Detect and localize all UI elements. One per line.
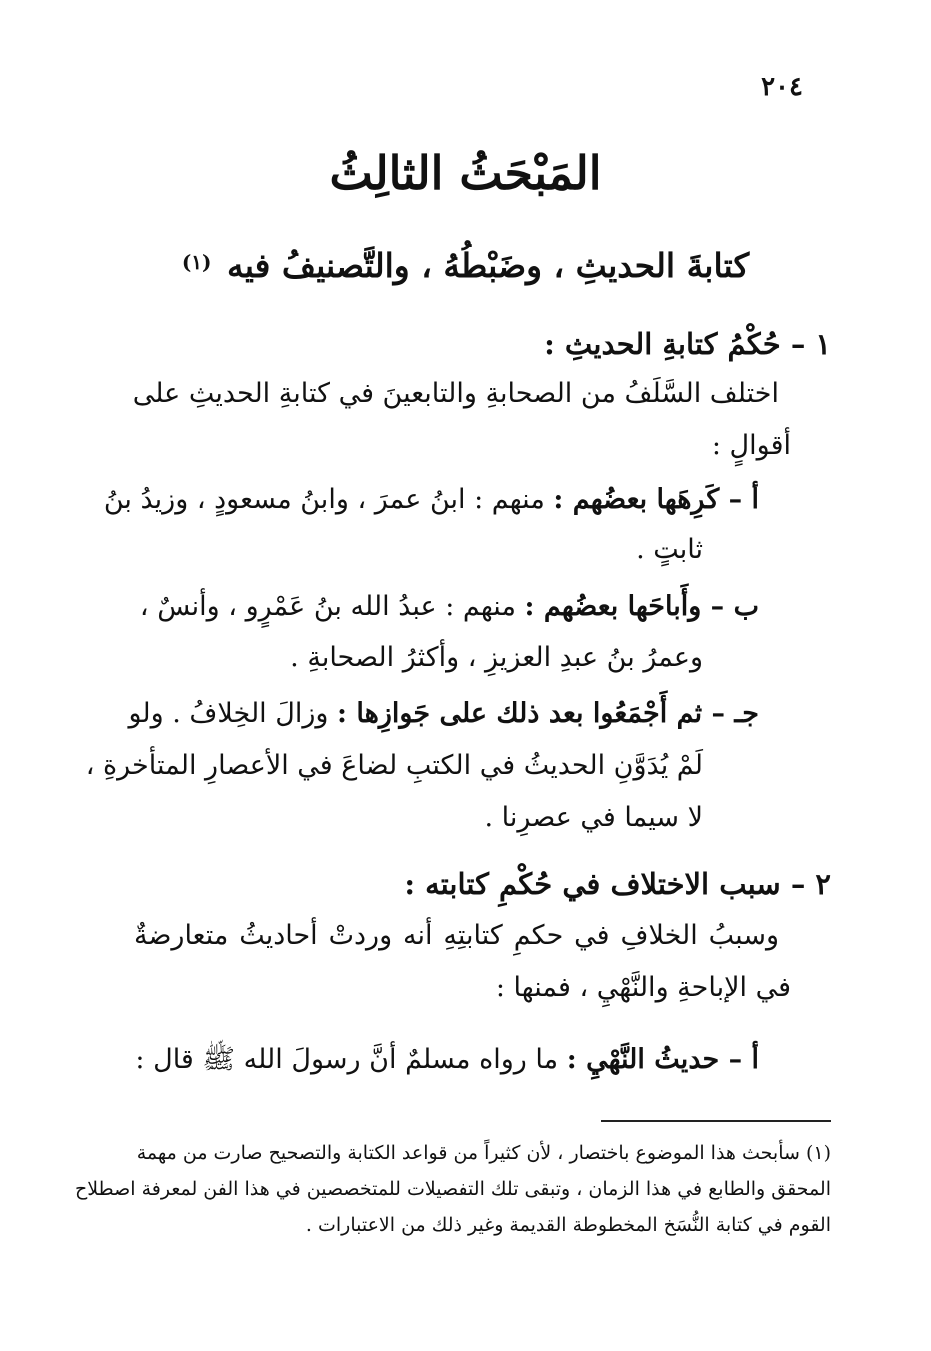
part1-item-c-line3: لا سيما في عصرِنا .: [484, 802, 703, 833]
item-a-text: ما رواه مسلمٌ أنَّ رسولَ الله ﷺ قال :: [135, 1044, 559, 1075]
part2-heading: ٢ – سبب الاختلاف في حُكْمِ كتابته :: [404, 867, 831, 901]
part1-item-b-line2: وعمرُ بنُ عبدِ العزيزِ ، وأكثرُ الصحابةِ .: [290, 642, 703, 673]
item-a-text: منهم : ابنُ عمرَ ، وابنُ مسعودٍ ، وزيدُ بنُ: [103, 484, 545, 515]
footnote-marker: (١): [181, 250, 212, 274]
item-b-text: منهم : عبدُ الله بنُ عَمْرٍو ، وأنسٌ ،: [139, 591, 516, 622]
part2-intro-line1: وسببُ الخلافِ في حكمِ كتابتِهِ أنه وردتْ أحاديثُ متعارضةٌ: [134, 920, 779, 951]
part1-item-a-line1: [104, 478, 759, 522]
item-c-text: وزالَ الخِلافُ . ولو: [128, 698, 329, 729]
part1-item-a-line2: ثابتٍ .: [636, 534, 703, 565]
part2-intro-line2: في الإباحةِ والنَّهْيِ ، فمنها :: [495, 972, 791, 1003]
chapter-title: المَبْحَثُ الثالِثُ: [329, 146, 602, 200]
footnote-separator: [601, 1120, 831, 1122]
part1-item-b-line1: [140, 585, 759, 629]
part1-intro-line1: اختلف السَّلَفُ من الصحابةِ والتابعينَ في كتابةِ الحديثِ على: [132, 378, 779, 409]
part2-item-a: [135, 1038, 759, 1082]
item-c-label: جـ – ثم أَجْمَعُوا بعد ذلك على جَوازِها :: [337, 698, 759, 729]
section-title: [0, 238, 931, 294]
footnote-line3: القوم في كتابة النُّسَخ المخطوطة القديمة وغير ذلك من الاعتبارات .: [305, 1214, 831, 1236]
item-a-label: أ – حديثُ النَّهْيِ :: [566, 1044, 759, 1075]
footnote-line1: (١) سأبحث هذا الموضوع باختصار ، لأن كثيراً من قواعد الكتابة والتصحيح صارت من مهمة: [136, 1142, 831, 1164]
footnote-line2: المحقق والطابع في هذا الزمان ، وتبقى تلك التفصيلات للمتخصصين في هذا الفن لمعرفة اصطلاح: [74, 1178, 831, 1200]
page-number: ٢٠٤: [761, 72, 803, 102]
section-title-text: كتابةَ الحديثِ ، وضَبْطُهُ ، والتَّصنيفُ فيه: [227, 246, 750, 285]
part1-heading: ١ – حُكْمُ كتابةِ الحديثِ :: [544, 327, 831, 361]
part1-item-c-line1: [128, 692, 759, 736]
part1-item-c-line2: لَمْ يُدَوَّنِ الحديثُ في الكتبِ لضاعَ في الأعصارِ المتأخرةِ ،: [85, 750, 703, 781]
part1-intro-line2: أقوالٍ :: [711, 430, 791, 461]
item-a-label: أ – كَرِهَها بعضُهم :: [553, 484, 759, 515]
item-b-label: ب – وأَباحَها بعضُهم :: [524, 591, 759, 622]
